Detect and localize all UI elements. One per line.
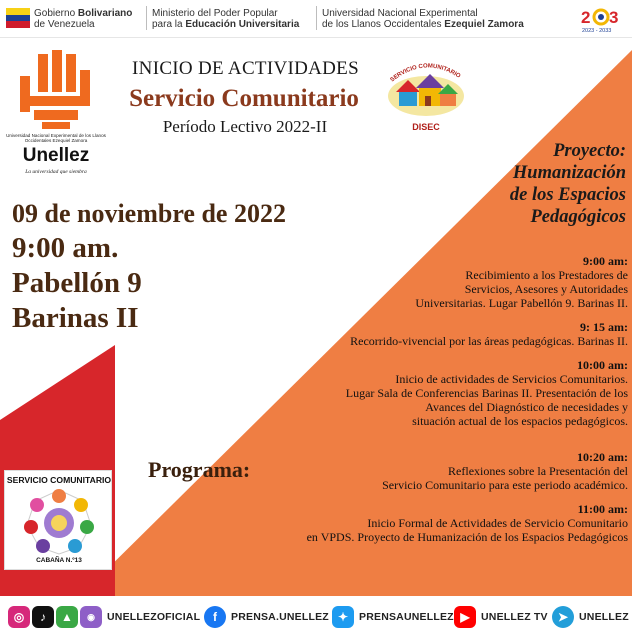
- project-name-line: Humanización: [512, 163, 626, 183]
- schedule-text: Servicio Comunitario para este periodo académico.: [382, 478, 628, 492]
- schedule-item: [232, 502, 628, 544]
- schedule-time: 10:20 am:: [577, 450, 628, 464]
- svg-text:2023 - 2033: 2023 - 2033: [582, 28, 612, 34]
- social-telegram[interactable]: [552, 605, 629, 629]
- social-label-twitter[interactable]: PRENSAUNELLEZ: [359, 611, 454, 623]
- disec-houses-icon: [378, 52, 474, 122]
- event-place-line1: Pabellón 9: [12, 267, 142, 299]
- schedule-item: [232, 320, 628, 348]
- schedule-text: Servicios, Asesores y Autoridades: [464, 282, 628, 296]
- social-youtube[interactable]: [454, 605, 548, 629]
- schedule-text: Universitarias. Lugar Pabellón 9. Barinas II.: [415, 296, 628, 310]
- schedule-time: 10:00 am:: [577, 358, 628, 372]
- project-label: Proyecto:: [553, 141, 626, 161]
- social-label-telegram[interactable]: UNELLEZ: [579, 611, 629, 623]
- event-title: Servicio Comunitario: [129, 85, 359, 112]
- tiktok-icon[interactable]: ♪: [32, 606, 54, 628]
- unellez-emblem-icon: [8, 48, 104, 130]
- program-heading: Programa:: [148, 457, 251, 482]
- bicentennial-logo: [579, 4, 629, 34]
- social-group-official[interactable]: [8, 605, 200, 629]
- twitter-icon[interactable]: ✦: [332, 606, 354, 628]
- event-place-line2: Barinas II: [12, 302, 139, 334]
- youtube-icon[interactable]: ▶: [454, 606, 476, 628]
- disec-label: DISEC: [412, 122, 440, 132]
- event-date: 09 de noviembre de 2022: [12, 199, 286, 228]
- schedule-text: en VPDS. Proyecto de Humanización de los Espacios Pedagógicos: [306, 530, 628, 544]
- community-circle-icon: [23, 487, 95, 557]
- sc-logo-title: SERVICIO COMUNITARIO: [6, 475, 112, 485]
- ministry-name: Ministerio del Poder Popular para la Educación Universitaria: [152, 8, 300, 30]
- project-name-line: Pedagógicos: [530, 207, 626, 227]
- social-facebook[interactable]: [204, 605, 329, 629]
- social-label-facebook[interactable]: PRENSA.UNELLEZ: [231, 611, 329, 623]
- program-schedule: [232, 254, 628, 554]
- radio-icon[interactable]: ◉: [80, 606, 102, 628]
- schedule-time: 9: 15 am:: [580, 320, 628, 334]
- schedule-text: Inicio Formal de Actividades de Servicio Comunitario: [367, 516, 628, 530]
- unellez-wordmark: Unellez: [22, 145, 90, 166]
- institutional-header: [0, 0, 632, 38]
- instagram-icon[interactable]: ◎: [8, 606, 30, 628]
- schedule-text: Recorrido-vivencial por las áreas pedagógicas. Barinas II.: [350, 334, 628, 348]
- event-heading: INICIO DE ACTIVIDADES: [132, 58, 359, 79]
- disec-logo: [378, 52, 474, 136]
- event-period: Período Lectivo 2022-II: [162, 117, 328, 136]
- unellez-logo: [6, 48, 106, 176]
- venezuela-map-icon[interactable]: ▲: [56, 606, 78, 628]
- schedule-text: situación actual de los espacios pedagógicos.: [412, 414, 628, 428]
- university-name: Universidad Nacional Experimental de los Llanos Occidentales Ezequiel Zamora: [322, 8, 524, 30]
- venezuela-flag-icon: [6, 8, 30, 28]
- unellez-tagline: La universidad que siembra: [25, 169, 87, 175]
- unellez-full-name: Universidad Nacional Experimental de los Llanos Occidentales Ezequiel Zamora: [6, 133, 106, 143]
- telegram-icon[interactable]: ➤: [552, 606, 574, 628]
- social-twitter[interactable]: [332, 605, 454, 629]
- schedule-text: Recibimiento a los Prestadores de: [465, 268, 628, 282]
- svg-text:3: 3: [609, 8, 619, 27]
- schedule-item: [232, 450, 628, 492]
- header-divider: [146, 6, 147, 30]
- schedule-text: Inicio de actividades de Servicios Comunitarios.: [395, 372, 628, 386]
- project-title: [452, 140, 626, 228]
- government-name: Gobierno Bolivariano de Venezuela: [34, 8, 133, 30]
- schedule-time: 9:00 am:: [583, 254, 628, 268]
- social-label-youtube[interactable]: UNELLEZ TV: [481, 611, 548, 623]
- schedule-text: Avances del Diagnóstico de necesidades y: [425, 400, 628, 414]
- social-label-official[interactable]: UNELLEZOFICIAL: [107, 611, 201, 623]
- svg-text:2: 2: [581, 8, 591, 27]
- schedule-text: Lugar Sala de Conferencias Barinas II. Presentación de los: [345, 386, 628, 400]
- facebook-icon[interactable]: f: [204, 606, 226, 628]
- social-footer: [0, 596, 632, 635]
- schedule-time: 11:00 am:: [577, 502, 628, 516]
- schedule-text: Reflexiones sobre la Presentación del: [448, 464, 628, 478]
- svg-text:SERVICIO COMUNITARIO: SERVICIO COMUNITARIO: [389, 63, 462, 84]
- project-name-line: de los Espacios: [509, 185, 626, 205]
- schedule-item: [232, 254, 628, 310]
- government-logo: [6, 6, 146, 32]
- header-divider: [316, 6, 317, 30]
- servicio-comunitario-logo: [4, 470, 112, 570]
- schedule-item: [232, 358, 628, 428]
- event-time: 9:00 am.: [12, 232, 119, 264]
- sc-logo-subtitle: CABAÑA N.º13: [36, 557, 82, 564]
